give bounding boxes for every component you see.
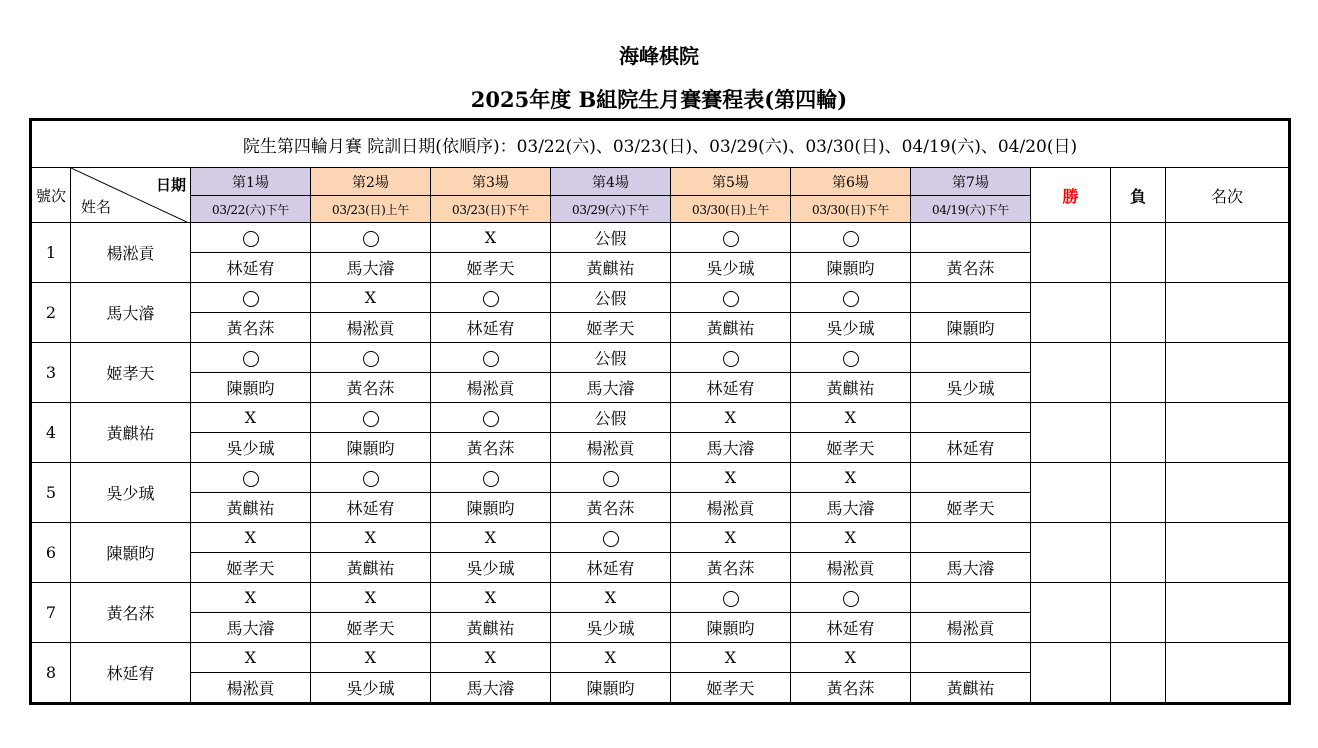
game-result (911, 523, 1031, 553)
opponent-name: 吳少珹 (911, 373, 1031, 403)
opponent-name: 黃名莯 (911, 253, 1031, 283)
opponent-name: 林延宥 (791, 613, 911, 643)
game-result: X (551, 583, 671, 613)
opponent-name: 馬大濬 (551, 373, 671, 403)
opponent-name: 林延宥 (911, 433, 1031, 463)
player-name: 楊淞貢 (71, 223, 191, 283)
loss-count (1111, 343, 1166, 403)
opponent-name: 楊淞貢 (311, 313, 431, 343)
opponent-name: 黃名莯 (311, 373, 431, 403)
game-result (191, 463, 311, 493)
win-circle-icon (843, 291, 859, 307)
win-circle-icon (363, 411, 379, 427)
win-circle-icon (483, 411, 499, 427)
opponent-name: 吳少珹 (191, 433, 311, 463)
loss-count (1111, 463, 1166, 523)
player-number: 4 (31, 403, 71, 463)
schedule-title: 2025年度 B組院生月賽賽程表(第四輪) (470, 87, 848, 112)
player-name: 黃名莯 (71, 583, 191, 643)
loss-count (1111, 583, 1166, 643)
opponent-name: 陳顥昀 (191, 373, 311, 403)
round-1-date: 03/22(六)下午 (191, 196, 311, 223)
opponent-name: 馬大濬 (791, 493, 911, 523)
opponent-name: 黃麒祐 (791, 373, 911, 403)
win-circle-icon (363, 351, 379, 367)
player-name: 陳顥昀 (71, 523, 191, 583)
opponent-name: 姬孝天 (311, 613, 431, 643)
game-result: X (311, 583, 431, 613)
player-name: 林延宥 (71, 643, 191, 704)
game-result: X (671, 403, 791, 433)
game-result: X (191, 523, 311, 553)
opponent-name: 楊淞貢 (911, 613, 1031, 643)
game-result: X (671, 643, 791, 673)
opponent-name: 陳顥昀 (431, 493, 551, 523)
win-count (1031, 343, 1111, 403)
player-name: 馬大濬 (71, 283, 191, 343)
game-result (191, 343, 311, 373)
win-circle-icon (603, 471, 619, 487)
opponent-name: 吳少珹 (671, 253, 791, 283)
win-header: 勝 (1031, 168, 1111, 223)
opponent-name: 馬大濬 (431, 673, 551, 704)
opponent-name: 吳少珹 (551, 613, 671, 643)
win-circle-icon (723, 351, 739, 367)
opponent-name: 楊淞貢 (671, 493, 791, 523)
game-result: X (671, 463, 791, 493)
game-result (671, 283, 791, 313)
opponent-name: 吳少珹 (311, 673, 431, 704)
loss-count (1111, 403, 1166, 463)
win-circle-icon (363, 231, 379, 247)
game-result (671, 343, 791, 373)
opponent-name: 黃名莯 (671, 553, 791, 583)
game-result: X (431, 583, 551, 613)
number-header: 號次 (31, 168, 71, 223)
game-result: X (191, 643, 311, 673)
player-number: 8 (31, 643, 71, 704)
game-result (671, 223, 791, 253)
game-result (671, 583, 791, 613)
player-row (31, 643, 1290, 673)
game-result (791, 583, 911, 613)
game-result (191, 283, 311, 313)
player-row (31, 463, 1290, 493)
game-result (911, 583, 1031, 613)
round-5-header: 第5場 (671, 168, 791, 196)
player-number: 1 (31, 223, 71, 283)
game-result: 公假 (551, 223, 671, 253)
opponent-name: 馬大濬 (911, 553, 1031, 583)
game-result: X (791, 643, 911, 673)
win-circle-icon (843, 351, 859, 367)
opponent-name: 姬孝天 (791, 433, 911, 463)
rank-value (1166, 223, 1290, 283)
game-result (431, 403, 551, 433)
opponent-name: 楊淞貢 (431, 373, 551, 403)
rank-value (1166, 343, 1290, 403)
rank-value (1166, 523, 1290, 583)
game-result (191, 223, 311, 253)
game-result (311, 463, 431, 493)
game-result: X (791, 403, 911, 433)
game-result (911, 223, 1031, 253)
loss-count (1111, 523, 1166, 583)
training-dates-info: 院生第四輪月賽 院訓日期(依順序)：03/22(六)、03/23(日)、03/29(六)、03/30(日)、04/19(六)、04/20(日) (31, 120, 1290, 168)
game-result (911, 283, 1031, 313)
player-number: 5 (31, 463, 71, 523)
loss-count (1111, 223, 1166, 283)
rank-value (1166, 643, 1290, 704)
game-result: X (791, 463, 911, 493)
opponent-name: 陳顥昀 (791, 253, 911, 283)
game-result (911, 403, 1031, 433)
game-result: X (431, 643, 551, 673)
opponent-name: 林延宥 (191, 253, 311, 283)
win-count (1031, 463, 1111, 523)
round-6-header: 第6場 (791, 168, 911, 196)
loss-header: 負 (1111, 168, 1166, 223)
game-result (431, 463, 551, 493)
opponent-name: 陳顥昀 (311, 433, 431, 463)
win-circle-icon (603, 531, 619, 547)
player-row (31, 523, 1290, 553)
opponent-name: 姬孝天 (551, 313, 671, 343)
game-result (551, 523, 671, 553)
win-circle-icon (243, 291, 259, 307)
loss-count (1111, 643, 1166, 704)
opponent-name: 林延宥 (431, 313, 551, 343)
opponent-name: 馬大濬 (671, 433, 791, 463)
player-number: 6 (31, 523, 71, 583)
round-5-date: 03/30(日)上午 (671, 196, 791, 223)
win-circle-icon (363, 471, 379, 487)
opponent-name: 黃名莯 (551, 493, 671, 523)
player-number: 3 (31, 343, 71, 403)
opponent-name: 楊淞貢 (191, 673, 311, 704)
opponent-name: 陳顥昀 (551, 673, 671, 704)
opponent-name: 陳顥昀 (671, 613, 791, 643)
name-label: 姓名 (81, 198, 112, 216)
game-result (431, 343, 551, 373)
win-count (1031, 403, 1111, 463)
opponent-name: 姬孝天 (671, 673, 791, 704)
game-result: X (671, 523, 791, 553)
opponent-name: 姬孝天 (431, 253, 551, 283)
round-6-date: 03/30(日)下午 (791, 196, 911, 223)
player-number: 2 (31, 283, 71, 343)
round-1-header: 第1場 (191, 168, 311, 196)
game-result (311, 223, 431, 253)
opponent-name: 林延宥 (551, 553, 671, 583)
player-name: 黃麒祐 (71, 403, 191, 463)
win-count (1031, 523, 1111, 583)
win-circle-icon (843, 231, 859, 247)
opponent-name: 陳顥昀 (911, 313, 1031, 343)
rank-value (1166, 583, 1290, 643)
opponent-name: 黃名莯 (191, 313, 311, 343)
date-label: 日期 (155, 176, 186, 194)
player-name: 姬孝天 (71, 343, 191, 403)
game-result: X (551, 643, 671, 673)
player-name: 吳少珹 (71, 463, 191, 523)
opponent-name: 黃名莯 (431, 433, 551, 463)
game-result (551, 463, 671, 493)
win-circle-icon (843, 591, 859, 607)
win-circle-icon (723, 231, 739, 247)
org-title: 海峰棋院 (619, 44, 699, 68)
game-result: X (191, 583, 311, 613)
win-count (1031, 283, 1111, 343)
opponent-name: 黃麒祐 (671, 313, 791, 343)
opponent-name: 吳少珹 (431, 553, 551, 583)
player-row (31, 583, 1290, 613)
win-count (1031, 583, 1111, 643)
opponent-name: 楊淞貢 (551, 433, 671, 463)
opponent-name: 吳少珹 (791, 313, 911, 343)
game-result (431, 283, 551, 313)
win-count (1031, 643, 1111, 704)
date-name-header (71, 168, 191, 223)
round-2-date: 03/23(日)上午 (311, 196, 431, 223)
game-result (311, 343, 431, 373)
opponent-name: 黃麒祐 (311, 553, 431, 583)
game-result: X (311, 643, 431, 673)
win-circle-icon (243, 351, 259, 367)
round-7-date: 04/19(六)下午 (911, 196, 1031, 223)
round-3-header: 第3場 (431, 168, 551, 196)
opponent-name: 黃麒祐 (191, 493, 311, 523)
opponent-name: 黃名莯 (791, 673, 911, 704)
opponent-name: 姬孝天 (191, 553, 311, 583)
win-circle-icon (243, 471, 259, 487)
game-result (911, 643, 1031, 673)
opponent-name: 楊淞貢 (791, 553, 911, 583)
win-count (1031, 223, 1111, 283)
loss-count (1111, 283, 1166, 343)
game-result (911, 343, 1031, 373)
opponent-name: 黃麒祐 (551, 253, 671, 283)
game-result: 公假 (551, 343, 671, 373)
win-circle-icon (723, 591, 739, 607)
opponent-name: 馬大濬 (311, 253, 431, 283)
win-circle-icon (483, 471, 499, 487)
game-result: X (311, 523, 431, 553)
rank-value (1166, 283, 1290, 343)
game-result (791, 283, 911, 313)
round-2-header: 第2場 (311, 168, 431, 196)
game-result (311, 403, 431, 433)
game-result: 公假 (551, 283, 671, 313)
game-result (791, 223, 911, 253)
opponent-name: 黃麒祐 (911, 673, 1031, 704)
round-4-date: 03/29(六)下午 (551, 196, 671, 223)
game-result: 公假 (551, 403, 671, 433)
game-result: X (431, 523, 551, 553)
round-3-date: 03/23(日)下午 (431, 196, 551, 223)
game-result: X (191, 403, 311, 433)
player-row (31, 223, 1290, 253)
rank-value (1166, 403, 1290, 463)
opponent-name: 黃麒祐 (431, 613, 551, 643)
opponent-name: 姬孝天 (911, 493, 1031, 523)
win-circle-icon (483, 291, 499, 307)
rank-header: 名次 (1166, 168, 1290, 223)
game-result (791, 343, 911, 373)
round-7-header: 第7場 (911, 168, 1031, 196)
game-result: X (311, 283, 431, 313)
game-result (911, 463, 1031, 493)
opponent-name: 林延宥 (311, 493, 431, 523)
player-number: 7 (31, 583, 71, 643)
rank-value (1166, 463, 1290, 523)
schedule-table (29, 118, 1291, 705)
opponent-name: 林延宥 (671, 373, 791, 403)
game-result: X (791, 523, 911, 553)
game-result: X (431, 223, 551, 253)
win-circle-icon (723, 291, 739, 307)
round-4-header: 第4場 (551, 168, 671, 196)
win-circle-icon (483, 351, 499, 367)
player-row (31, 343, 1290, 373)
player-row (31, 403, 1290, 433)
win-circle-icon (243, 231, 259, 247)
player-row (31, 283, 1290, 313)
opponent-name: 馬大濬 (191, 613, 311, 643)
